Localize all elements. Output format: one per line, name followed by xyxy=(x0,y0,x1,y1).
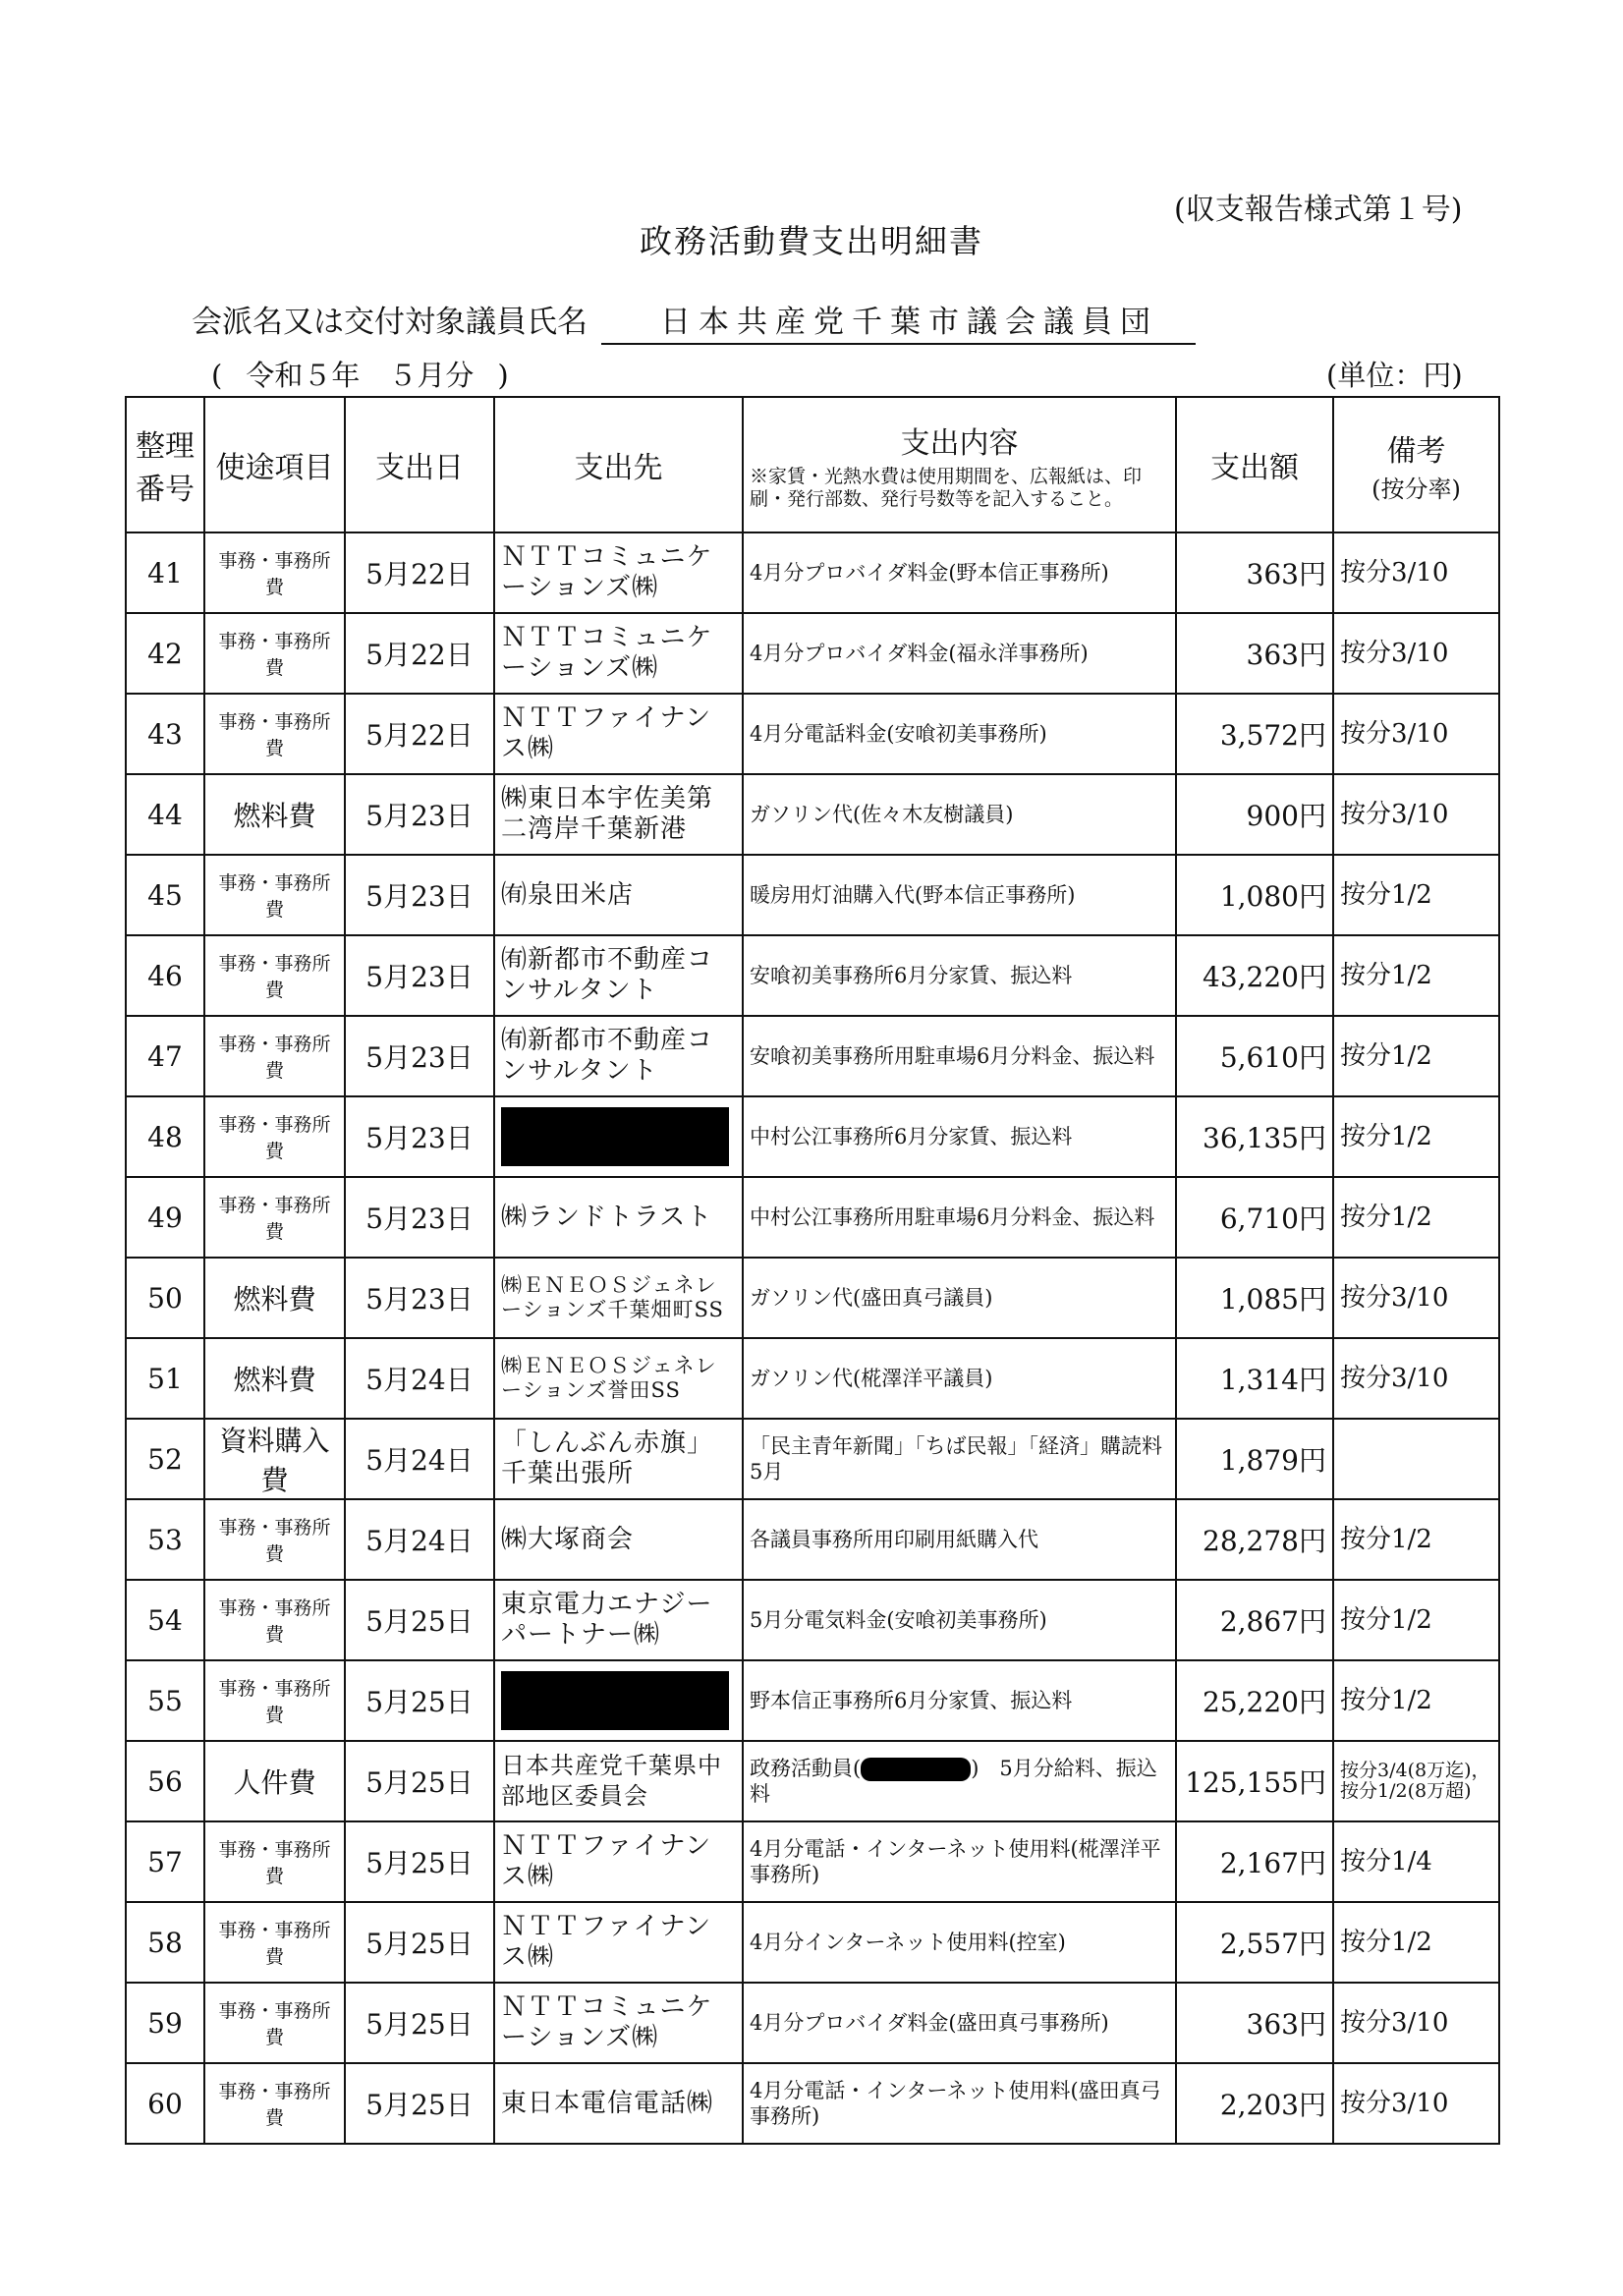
row-payee: 東日本電信電話㈱ xyxy=(494,2063,743,2144)
row-category: 人件費 xyxy=(204,1741,345,1821)
table-row xyxy=(126,1983,1499,2063)
col-header-date: 支出日 xyxy=(345,397,494,532)
table-header-row xyxy=(126,397,1499,532)
table-row xyxy=(126,1419,1499,1499)
row-amount: 1,085円 xyxy=(1176,1258,1333,1338)
row-amount: 25,220円 xyxy=(1176,1660,1333,1741)
group-name-line xyxy=(192,297,1196,345)
row-category: 事務・事務所費 xyxy=(204,935,345,1016)
row-date: 5月24日 xyxy=(345,1419,494,1499)
expenditure-table xyxy=(125,396,1500,2145)
row-payee: ＮＴＴコミュニケーションズ㈱ xyxy=(494,613,743,694)
row-remarks: 按分1/2 xyxy=(1333,1016,1499,1096)
group-name-value: 日本共産党千葉市議会議員団 xyxy=(601,302,1196,345)
table-row xyxy=(126,694,1499,774)
row-content: 安喰初美事務所用駐車場6月分料金、振込料 xyxy=(743,1016,1176,1096)
row-date: 5月22日 xyxy=(345,694,494,774)
row-number: 45 xyxy=(126,855,204,935)
document-title: 政務活動費支出明細書 xyxy=(640,222,983,260)
table-row xyxy=(126,1821,1499,1902)
row-amount: 43,220円 xyxy=(1176,935,1333,1016)
unit-label: (単位：円) xyxy=(1326,359,1463,392)
row-category: 燃料費 xyxy=(204,774,345,855)
row-category: 事務・事務所費 xyxy=(204,1096,345,1177)
row-date: 5月22日 xyxy=(345,532,494,613)
row-category: 事務・事務所費 xyxy=(204,855,345,935)
redaction-box xyxy=(501,1107,729,1166)
row-category: 事務・事務所費 xyxy=(204,1983,345,2063)
row-payee: ㈱ＥＮＥＯＳジェネレーションズ千葉畑町SS xyxy=(494,1258,743,1338)
col-header-content-note: ※家賃・光熱水費は使用期間を、広報紙は、印刷・発行部数、発行号数等を記入すること。 xyxy=(750,466,1143,510)
table-row xyxy=(126,1660,1499,1741)
row-amount: 5,610円 xyxy=(1176,1016,1333,1096)
row-payee: ㈲泉田米店 xyxy=(494,855,743,935)
row-category: 事務・事務所費 xyxy=(204,1016,345,1096)
row-amount: 363円 xyxy=(1176,1983,1333,2063)
row-category: 事務・事務所費 xyxy=(204,613,345,694)
row-amount: 3,572円 xyxy=(1176,694,1333,774)
row-payee-redacted xyxy=(494,1096,743,1177)
col-header-amount: 支出額 xyxy=(1176,397,1333,532)
row-content xyxy=(743,1741,1176,1821)
row-content: 暖房用灯油購入代(野本信正事務所) xyxy=(743,855,1176,935)
row-amount: 2,203円 xyxy=(1176,2063,1333,2144)
row-content: 4月分インターネット使用料(控室) xyxy=(743,1902,1176,1983)
row-remarks: 按分1/2 xyxy=(1333,935,1499,1016)
row-content: ガソリン代(佐々木友樹議員) xyxy=(743,774,1176,855)
row-number: 56 xyxy=(126,1741,204,1821)
row-remarks: 按分3/10 xyxy=(1333,694,1499,774)
row-payee: ＮＴＴコミュニケーションズ㈱ xyxy=(494,1983,743,2063)
row-remarks: 按分3/10 xyxy=(1333,1338,1499,1419)
row-number: 43 xyxy=(126,694,204,774)
row-content: ガソリン代(盛田真弓議員) xyxy=(743,1258,1176,1338)
row-content: ガソリン代(椛澤洋平議員) xyxy=(743,1338,1176,1419)
table-row xyxy=(126,1177,1499,1258)
row-number: 49 xyxy=(126,1177,204,1258)
row-content-part-b: ) 5月分給料、振込料 xyxy=(750,1756,1157,1807)
row-amount: 363円 xyxy=(1176,613,1333,694)
row-content: 4月分電話・インターネット使用料(盛田真弓事務所) xyxy=(743,2063,1176,2144)
row-date: 5月23日 xyxy=(345,1258,494,1338)
row-category: 事務・事務所費 xyxy=(204,694,345,774)
row-amount: 2,557円 xyxy=(1176,1902,1333,1983)
col-header-content xyxy=(743,397,1176,532)
row-amount: 1,879円 xyxy=(1176,1419,1333,1499)
table-row xyxy=(126,532,1499,613)
row-number: 54 xyxy=(126,1580,204,1660)
row-category: 事務・事務所費 xyxy=(204,532,345,613)
row-amount: 900円 xyxy=(1176,774,1333,855)
form-number: (収支報告様式第１号) xyxy=(1174,193,1463,227)
row-date: 5月24日 xyxy=(345,1338,494,1419)
row-remarks: 按分3/10 xyxy=(1333,2063,1499,2144)
row-date: 5月23日 xyxy=(345,1177,494,1258)
row-date: 5月25日 xyxy=(345,1983,494,2063)
row-remarks: 按分1/2 xyxy=(1333,1902,1499,1983)
col-header-content-label: 支出内容 xyxy=(900,426,1019,461)
row-date: 5月24日 xyxy=(345,1499,494,1580)
row-remarks: 按分1/2 xyxy=(1333,1177,1499,1258)
row-amount: 1,314円 xyxy=(1176,1338,1333,1419)
table-row xyxy=(126,1580,1499,1660)
row-category: 事務・事務所費 xyxy=(204,1580,345,1660)
row-amount: 125,155円 xyxy=(1176,1741,1333,1821)
row-payee: ㈱東日本宇佐美第二湾岸千葉新港 xyxy=(494,774,743,855)
table-row xyxy=(126,1499,1499,1580)
row-payee: ＮＴＴファイナンス㈱ xyxy=(494,694,743,774)
row-number: 55 xyxy=(126,1660,204,1741)
col-header-category: 使途項目 xyxy=(204,397,345,532)
period-close-paren: ) xyxy=(497,359,509,392)
row-amount: 2,167円 xyxy=(1176,1821,1333,1902)
row-date: 5月23日 xyxy=(345,774,494,855)
row-number: 60 xyxy=(126,2063,204,2144)
row-content-part-a: 政務活動員( xyxy=(750,1756,862,1780)
row-date: 5月23日 xyxy=(345,1096,494,1177)
row-date: 5月23日 xyxy=(345,855,494,935)
row-remarks: 按分3/10 xyxy=(1333,1258,1499,1338)
row-number: 41 xyxy=(126,532,204,613)
row-content: 各議員事務所用印刷用紙購入代 xyxy=(743,1499,1176,1580)
row-date: 5月25日 xyxy=(345,1580,494,1660)
group-name-label: 会派名又は交付対象議員氏名 xyxy=(192,305,588,340)
row-number: 44 xyxy=(126,774,204,855)
row-payee: ㈱大塚商会 xyxy=(494,1499,743,1580)
row-content: 野本信正事務所6月分家賃、振込料 xyxy=(743,1660,1176,1741)
row-content: 5月分電気料金(安喰初美事務所) xyxy=(743,1580,1176,1660)
row-remarks: 按分3/10 xyxy=(1333,774,1499,855)
row-remarks: 按分1/2 xyxy=(1333,1660,1499,1741)
col-header-remarks-label: 備考 xyxy=(1386,433,1446,469)
table-row xyxy=(126,1258,1499,1338)
row-remarks: 按分1/2 xyxy=(1333,1499,1499,1580)
row-number: 48 xyxy=(126,1096,204,1177)
table-row xyxy=(126,855,1499,935)
row-content: 中村公江事務所用駐車場6月分料金、振込料 xyxy=(743,1177,1176,1258)
row-number: 50 xyxy=(126,1258,204,1338)
row-content: 4月分プロバイダ料金(福永洋事務所) xyxy=(743,613,1176,694)
row-remarks: 按分1/2 xyxy=(1333,1580,1499,1660)
row-category: 事務・事務所費 xyxy=(204,1499,345,1580)
redaction-box xyxy=(501,1671,729,1730)
row-remarks: 按分1/2 xyxy=(1333,855,1499,935)
row-category: 燃料費 xyxy=(204,1338,345,1419)
row-amount: 1,080円 xyxy=(1176,855,1333,935)
row-payee: ㈱ランドトラスト xyxy=(494,1177,743,1258)
row-category: 事務・事務所費 xyxy=(204,1177,345,1258)
row-number: 42 xyxy=(126,613,204,694)
row-content: 安喰初美事務所6月分家賃、振込料 xyxy=(743,935,1176,1016)
row-category: 事務・事務所費 xyxy=(204,1902,345,1983)
col-header-payee: 支出先 xyxy=(494,397,743,532)
row-number: 57 xyxy=(126,1821,204,1902)
row-date: 5月25日 xyxy=(345,1660,494,1741)
row-number: 47 xyxy=(126,1016,204,1096)
row-category: 事務・事務所費 xyxy=(204,1821,345,1902)
row-payee: ㈲新都市不動産コンサルタント xyxy=(494,1016,743,1096)
table-row xyxy=(126,774,1499,855)
period-open-paren: ( xyxy=(211,359,223,392)
table-row xyxy=(126,1338,1499,1419)
row-remarks: 按分3/10 xyxy=(1333,532,1499,613)
row-content: 4月分電話料金(安喰初美事務所) xyxy=(743,694,1176,774)
col-header-remarks-sub: (按分率) xyxy=(1371,475,1461,503)
row-number: 58 xyxy=(126,1902,204,1983)
row-date: 5月23日 xyxy=(345,935,494,1016)
row-content: 4月分プロバイダ料金(盛田真弓事務所) xyxy=(743,1983,1176,2063)
row-remarks: 按分1/4 xyxy=(1333,1821,1499,1902)
row-date: 5月22日 xyxy=(345,613,494,694)
row-date: 5月25日 xyxy=(345,1821,494,1902)
table-row xyxy=(126,1096,1499,1177)
row-date: 5月25日 xyxy=(345,2063,494,2144)
row-amount: 2,867円 xyxy=(1176,1580,1333,1660)
row-content: 4月分プロバイダ料金(野本信正事務所) xyxy=(743,532,1176,613)
row-category: 資料購入費 xyxy=(204,1419,345,1499)
row-remarks: 按分1/2 xyxy=(1333,1096,1499,1177)
row-category: 燃料費 xyxy=(204,1258,345,1338)
table-row xyxy=(126,935,1499,1016)
period-text: 令和５年 ５月分 xyxy=(246,359,475,392)
row-payee: ㈱ＥＮＥＯＳジェネレーションズ誉田SS xyxy=(494,1338,743,1419)
reporting-period xyxy=(211,354,532,394)
row-amount: 36,135円 xyxy=(1176,1096,1333,1177)
row-date: 5月23日 xyxy=(345,1016,494,1096)
row-number: 51 xyxy=(126,1338,204,1419)
row-payee: 日本共産党千葉県中部地区委員会 xyxy=(494,1741,743,1821)
col-header-remarks xyxy=(1333,397,1499,532)
redaction-box xyxy=(861,1758,971,1781)
row-remarks: 按分3/4(8万迄)，按分1/2(8万超) xyxy=(1333,1741,1499,1821)
row-category: 事務・事務所費 xyxy=(204,1660,345,1741)
row-remarks: 按分3/10 xyxy=(1333,1983,1499,2063)
row-payee: ＮＴＴファイナンス㈱ xyxy=(494,1902,743,1983)
row-content: 中村公江事務所6月分家賃、振込料 xyxy=(743,1096,1176,1177)
row-category: 事務・事務所費 xyxy=(204,2063,345,2144)
row-date: 5月25日 xyxy=(345,1902,494,1983)
row-remarks xyxy=(1333,1419,1499,1499)
table-row xyxy=(126,2063,1499,2144)
row-number: 53 xyxy=(126,1499,204,1580)
row-payee: 「しんぶん赤旗」千葉出張所 xyxy=(494,1419,743,1499)
col-header-no: 整理番号 xyxy=(126,397,204,532)
row-amount: 6,710円 xyxy=(1176,1177,1333,1258)
row-number: 52 xyxy=(126,1419,204,1499)
row-content: 4月分電話・インターネット使用料(椛澤洋平事務所) xyxy=(743,1821,1176,1902)
row-payee: ＮＴＴファイナンス㈱ xyxy=(494,1821,743,1902)
table-row xyxy=(126,1902,1499,1983)
row-payee: ㈲新都市不動産コンサルタント xyxy=(494,935,743,1016)
table-row xyxy=(126,1016,1499,1096)
row-amount: 363円 xyxy=(1176,532,1333,613)
row-amount: 28,278円 xyxy=(1176,1499,1333,1580)
row-content: 「民主青年新聞」「ちば民報」「経済」購読料5月 xyxy=(743,1419,1176,1499)
row-number: 46 xyxy=(126,935,204,1016)
row-number: 59 xyxy=(126,1983,204,2063)
table-row xyxy=(126,1741,1499,1821)
row-payee-redacted xyxy=(494,1660,743,1741)
row-payee: 東京電力エナジーパートナー㈱ xyxy=(494,1580,743,1660)
table-row xyxy=(126,613,1499,694)
row-date: 5月25日 xyxy=(345,1741,494,1821)
row-remarks: 按分3/10 xyxy=(1333,613,1499,694)
row-payee: ＮＴＴコミュニケーションズ㈱ xyxy=(494,532,743,613)
